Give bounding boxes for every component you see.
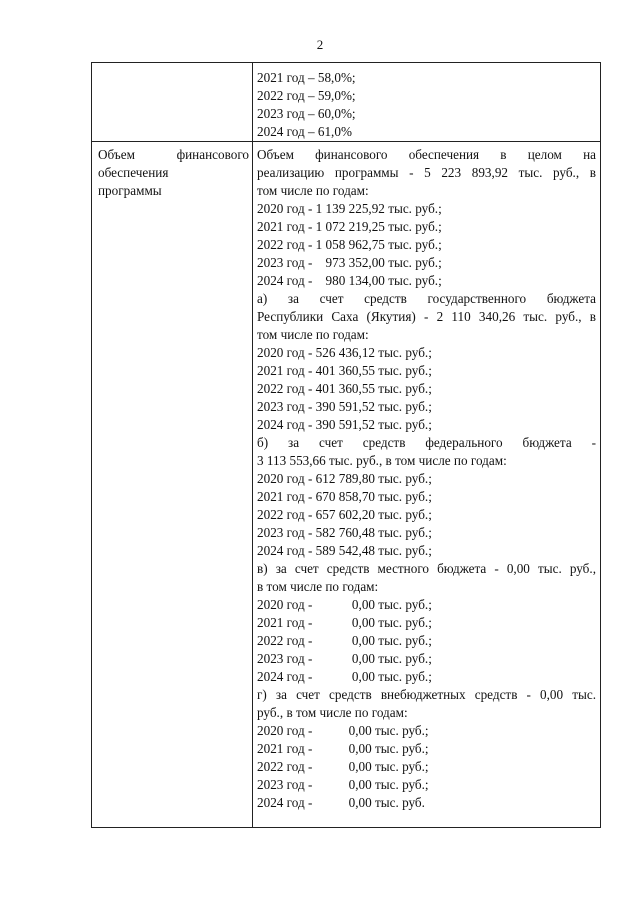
text-line: 2020 год - 0,00 тыс. руб.; [257, 723, 429, 738]
text-line: 2023 год - 0,00 тыс. руб.; [257, 777, 429, 792]
text-line: г) за счет средств внебюджетных средств - 0,00 тыс. [257, 687, 596, 702]
text-line: 2024 год - 0,00 тыс. руб. [257, 795, 425, 810]
row-label [92, 142, 252, 200]
text-line: в том числе по годам: [257, 579, 379, 594]
text-line: 2021 год – 58,0%; [257, 70, 356, 85]
text-line: 2022 год - 401 360,55 тыс. руб.; [257, 381, 432, 396]
page-number: 2 [316, 37, 324, 52]
text-line: 2020 год - 1 139 225,92 тыс. руб.; [257, 201, 442, 216]
text-line: 2023 год - 390 591,52 тыс. руб.; [257, 399, 432, 414]
text-line: 2021 год - 0,00 тыс. руб.; [257, 741, 429, 756]
row-value-text [253, 63, 600, 141]
text-line: 2024 год - 0,00 тыс. руб.; [257, 669, 432, 684]
row-value-cell [253, 142, 601, 828]
text-line: 2023 год - 582 760,48 тыс. руб.; [257, 525, 432, 540]
label-line: программы [98, 183, 162, 198]
text-line: Республики Саха (Якутия) - 2 110 340,26 тыс. руб., в [257, 309, 596, 324]
text-line: 3 113 553,66 тыс. руб., в том числе по годам: [257, 453, 507, 468]
text-line: 2023 год - 0,00 тыс. руб.; [257, 651, 432, 666]
text-line: 2021 год - 401 360,55 тыс. руб.; [257, 363, 432, 378]
text-line: 2021 год - 670 858,70 тыс. руб.; [257, 489, 432, 504]
label-line: Объем финансового [98, 147, 249, 162]
row-label-cell [92, 142, 253, 828]
text-line: 2020 год - 612 789,80 тыс. руб.; [257, 471, 432, 486]
row-value-text [253, 142, 600, 812]
text-line: 2024 год – 61,0% [257, 124, 352, 139]
text-line: 2024 год - 589 542,48 тыс. руб.; [257, 543, 432, 558]
text-line: б) за счет средств федерального бюджета - [257, 435, 596, 450]
text-line: 2023 год - 973 352,00 тыс. руб.; [257, 255, 442, 270]
text-line: 2024 год - 390 591,52 тыс. руб.; [257, 417, 432, 432]
text-line: Объем финансового обеспечения в целом на [257, 147, 596, 162]
text-line: 2022 год - 1 058 962,75 тыс. руб.; [257, 237, 442, 252]
text-line: 2021 год - 0,00 тыс. руб.; [257, 615, 432, 630]
text-line: 2020 год - 526 436,12 тыс. руб.; [257, 345, 432, 360]
text-line: реализацию программы - 5 223 893,92 тыс. руб., в [257, 165, 596, 180]
text-line: 2022 год - 0,00 тыс. руб.; [257, 633, 432, 648]
row-value-cell [253, 63, 601, 142]
row-label-cell [92, 63, 253, 142]
table-row [92, 142, 601, 828]
text-line: руб., в том числе по годам: [257, 705, 408, 720]
text-line: 2022 год – 59,0%; [257, 88, 356, 103]
text-line: 2022 год - 657 602,20 тыс. руб.; [257, 507, 432, 522]
table-row [92, 63, 601, 142]
text-line: том числе по годам: [257, 327, 369, 342]
text-line: 2024 год - 980 134,00 тыс. руб.; [257, 273, 442, 288]
label-line: обеспечения [98, 165, 169, 180]
text-line: 2020 год - 0,00 тыс. руб.; [257, 597, 432, 612]
text-line: в) за счет средств местного бюджета - 0,00 тыс. руб., [257, 561, 596, 576]
text-line: том числе по годам: [257, 183, 369, 198]
text-line: 2022 год - 0,00 тыс. руб.; [257, 759, 429, 774]
text-line: 2023 год – 60,0%; [257, 106, 356, 121]
text-line: а) за счет средств государственного бюджета [257, 291, 596, 306]
program-passport-table [91, 62, 601, 828]
text-line: 2021 год - 1 072 219,25 тыс. руб.; [257, 219, 442, 234]
row-label [92, 63, 252, 67]
